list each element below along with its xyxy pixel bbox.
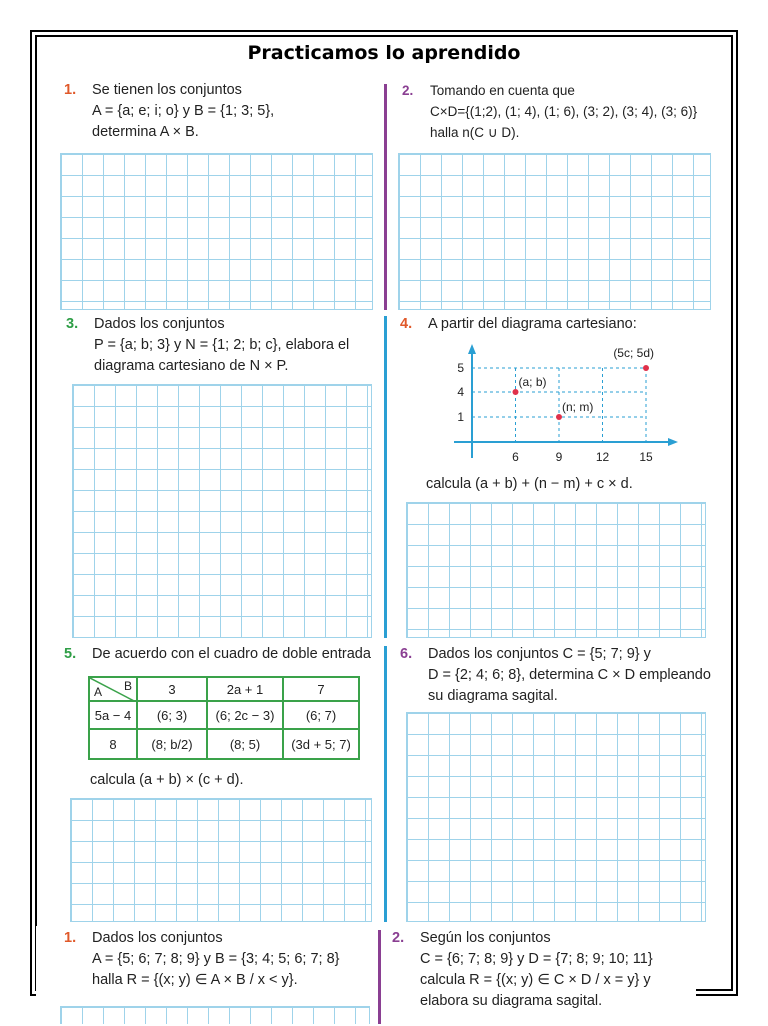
answer-grid-5[interactable] <box>70 798 372 922</box>
problem-text: halla R = {(x; y) ∈ A × B / x < y}. <box>92 972 298 988</box>
problem-number: 6. <box>400 646 413 662</box>
problem-text: De acuerdo con el cuadro de doble entrada <box>92 646 371 662</box>
answer-grid-4[interactable] <box>406 502 706 638</box>
answer-grid-3[interactable] <box>72 384 372 638</box>
answer-grid-6[interactable] <box>406 712 706 922</box>
corner-label-b: B <box>123 679 132 693</box>
problem-text: determina A × B. <box>92 124 199 140</box>
point-label: (a; b) <box>518 375 547 389</box>
problem-text: Se tienen los conjuntos <box>92 82 242 98</box>
table-cell: (6; 2c − 3) <box>207 701 283 729</box>
problem-2 <box>402 80 697 143</box>
table-cell: (8; 5) <box>207 729 283 759</box>
answer-grid-bottom-1[interactable] <box>60 1006 370 1024</box>
double-entry-table <box>88 676 360 760</box>
bottom-problem-2 <box>392 928 653 1012</box>
problem-5-instruction: calcula (a + b) × (c + d). <box>90 772 244 788</box>
y-tick-label: 4 <box>457 385 464 399</box>
problem-text: su diagrama sagital. <box>428 688 558 704</box>
problem-4 <box>400 314 637 335</box>
problem-text: A partir del diagrama cartesiano: <box>428 316 637 332</box>
y-axis-arrow <box>468 344 476 354</box>
problem-text: Según los conjuntos <box>420 930 551 946</box>
table-header-cell: 7 <box>283 677 359 701</box>
problem-6 <box>400 644 711 707</box>
problem-text: D = {2; 4; 6; 8}, determina C × D empleando <box>428 667 711 683</box>
x-tick-label: 9 <box>555 450 563 464</box>
bottom-problem-1 <box>64 928 340 991</box>
answer-grid-1[interactable] <box>60 153 373 310</box>
problem-1 <box>64 80 274 143</box>
problem-text: diagrama cartesiano de N × P. <box>94 358 289 374</box>
y-tick-label: 5 <box>457 361 464 375</box>
answer-grid-2[interactable] <box>398 153 711 310</box>
table-header-cell: 3 <box>137 677 207 701</box>
corner-label-a: A <box>94 685 103 699</box>
problem-text: C = {6; 7; 8; 9} y D = {7; 8; 9; 10; 11} <box>420 951 653 967</box>
problem-number: 2. <box>392 930 405 946</box>
x-tick-label: 6 <box>512 450 519 464</box>
table-cell: (6; 3) <box>137 701 207 729</box>
table-corner-cell <box>89 677 137 701</box>
problem-text: halla n(C ∪ D). <box>430 125 520 140</box>
problem-number: 4. <box>400 316 413 332</box>
table-row <box>89 701 359 729</box>
problem-text: Tomando en cuenta que <box>430 83 575 98</box>
problem-4-instruction: calcula (a + b) + (n − m) + c × d. <box>426 476 633 492</box>
table-cell: (3d + 5; 7) <box>283 729 359 759</box>
problem-number: 3. <box>66 316 79 332</box>
problem-text: elabora su diagrama sagital. <box>420 993 603 1009</box>
column-divider <box>384 646 387 922</box>
problem-5 <box>64 644 371 665</box>
y-tick-label: 1 <box>457 410 464 424</box>
x-axis-arrow <box>668 438 678 446</box>
problem-number: 1. <box>64 930 77 946</box>
data-point <box>643 365 649 371</box>
point-label: (n; m) <box>562 400 594 414</box>
problem-text: Dados los conjuntos <box>94 316 225 332</box>
problem-text: P = {a; b; 3} y N = {1; 2; b; c}, elabora el <box>94 337 350 353</box>
x-tick-label: 15 <box>639 450 653 464</box>
table-cell: (6; 7) <box>283 701 359 729</box>
table-header-cell: 2a + 1 <box>207 677 283 701</box>
data-point <box>556 414 562 420</box>
problem-number: 2. <box>402 83 414 98</box>
data-point <box>513 389 519 395</box>
page-title: Practicamos lo aprendido <box>247 42 521 64</box>
problem-3 <box>66 314 349 377</box>
problem-text: Dados los conjuntos <box>92 930 223 946</box>
problem-text: A = {a; e; i; o} y B = {1; 3; 5}, <box>92 103 275 119</box>
point-label: (5c; 5d) <box>613 346 654 360</box>
table-row-head: 8 <box>89 729 137 759</box>
problem-text: C×D={(1;2), (1; 4), (1; 6), (3; 2), (3; 4), (3; 6)} <box>430 104 698 119</box>
table-cell: (8; b/2) <box>137 729 207 759</box>
column-divider <box>384 316 387 638</box>
x-tick-label: 12 <box>595 450 610 464</box>
problem-number: 1. <box>64 82 77 98</box>
table-row <box>89 729 359 759</box>
problem-text: calcula R = {(x; y) ∈ C × D / x = y} y <box>420 972 651 988</box>
problem-number: 5. <box>64 646 77 662</box>
table-row-head: 5a − 4 <box>89 701 137 729</box>
problem-text: Dados los conjuntos C = {5; 7; 9} y <box>428 646 651 662</box>
cartesian-diagram <box>440 340 690 470</box>
problem-text: A = {5; 6; 7; 8; 9} y B = {3; 4; 5; 6; 7; 8} <box>92 951 340 967</box>
column-divider <box>384 84 387 310</box>
column-divider <box>378 930 381 1024</box>
